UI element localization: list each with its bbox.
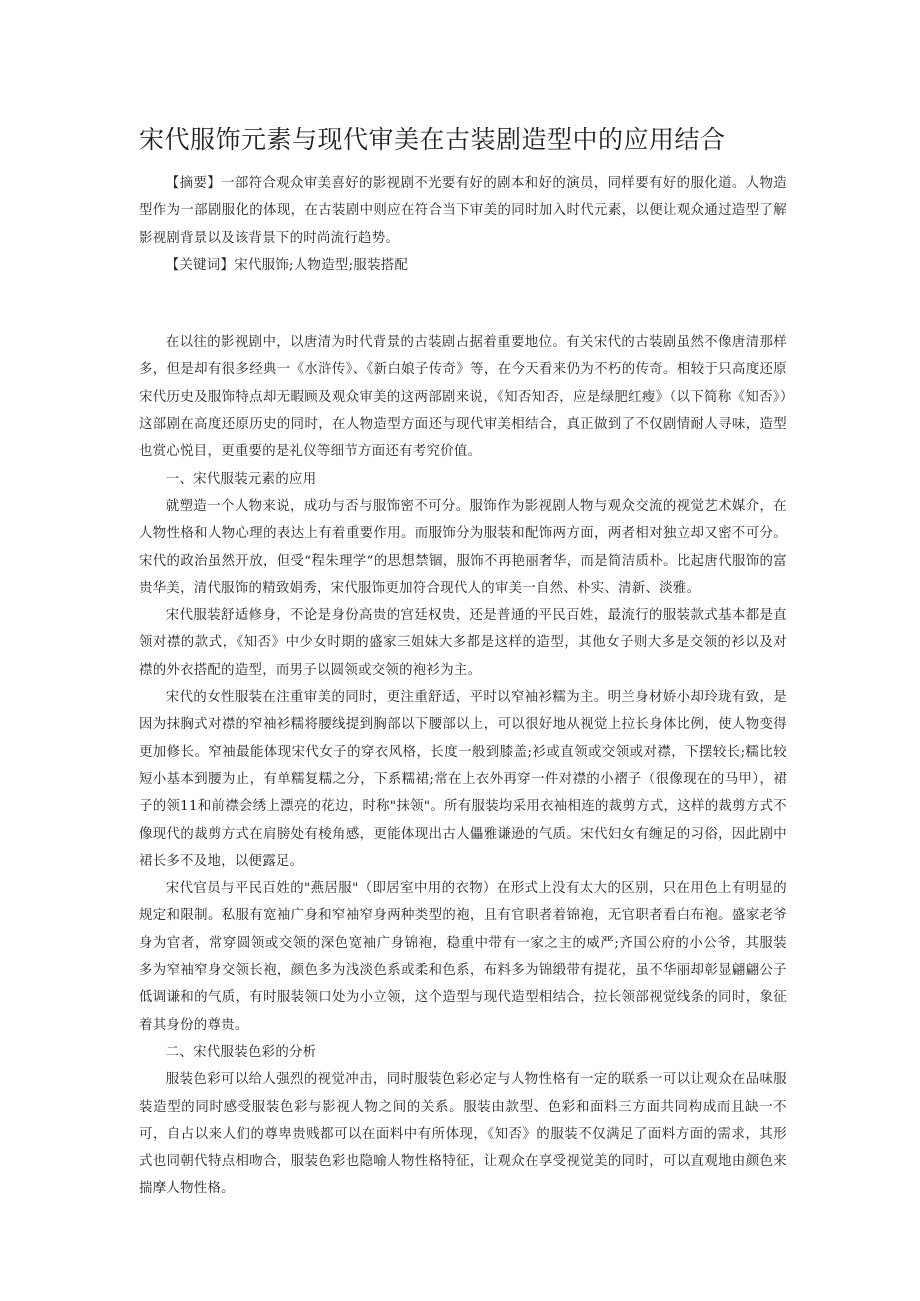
article-body [139, 170, 787, 1203]
spacer [139, 279, 787, 329]
page-title: 宋代服饰元素与现代审美在古装剧造型中的应用结合 [139, 125, 726, 154]
body-paragraph: 宋代官员与平民百姓的"燕居服"（即居室中用的衣物）在形式上没有太大的区别，只在用色上有明显的规定和限制。私服有宽袖广身和窄袖窄身两种类型的袍，且有官职者着锦袍，无官职者看白布袍。盛家老爷身为官者，常穿圆领或交领的深色宽袖广身锦袍，稳重中带有一家之主的威严;齐国公府的小公爷，其服装多为窄袖窄身交领长袍，颜色多为浅淡色系或柔和色系，布料多为锦缎带有提花，虽不华丽却彰显翩翩公子低调谦和的气质，有时服装领口处为小立领，这个造型与现代造型相结合，拉长领部视觉线条的同时，象征着其身份的尊贵。 [139, 881, 787, 1033]
keywords-paragraph: 【关键词】宋代服饰;人物造型;服装搭配 [165, 257, 409, 273]
section-heading: 一、宋代服装元素的应用 [165, 471, 317, 487]
body-paragraph: 宋代的女性服装在注重审美的同时，更注重舒适，平时以窄袖衫糯为主。明兰身材娇小却玲珑有致，是因为抹胸式对襟的窄袖衫糯将腰线提到胸部以下腰部以上，可以很好地从视觉上拉长身体比例，使人物变得更加修长。窄袖最能体现宋代女子的穿衣风格，长度一般到膝盖;衫或直领或交领或对襟，下摆较长;糯比较短小基本到腰为止，有单糯复糯之分，下系糯裙;常在上衣外再穿一件对襟的小褶子（很像现在的马甲），裙子的领11和前襟会绣上漂亮的花边，时称"抹领"。所有服装均采用衣袖相连的裁剪方式，这样的裁剪方式不像现代的裁剪方式在肩膀处有棱角感，更能体现出古人儡雅谦逊的气质。宋代妇女有缠足的习俗，因此剧中裙长多不及地，以便露足。 [139, 690, 787, 869]
intro-paragraph: 在以往的影视剧中，以唐清为时代背景的古装剧占据着重要地位。有关宋代的古装剧虽然不像唐清那样多，但是却有很多经典一《水浒传》、《新白娘子传奇》等，在今天看来仍为不朽的传奇。相较于只高度还原宋代历史及服饰特点却无暇顾及观众审美的这两部剧来说，《知否知否，应是绿肥红瘦》（以下简称《知否》）这部剧在高度还原历史的同时，在人物造型方面还与现代审美相结合，真正做到了不仅剧情耐人寻味，造型也赏心悦目，更重要的是礼仪等细节方面还有考究价值。 [139, 335, 787, 460]
abstract-paragraph: 【摘要】一部符合观众审美喜好的影视剧不光要有好的剧本和好的演员，同样要有好的服化道。人物造型作为一部剧服化的体现，在古装剧中则应在符合当下审美的同时加入时代元素，以便让观众通过造型了解影视剧背景以及该背景下的时尚流行趋势。 [139, 176, 787, 246]
body-paragraph: 宋代服装舒适修身，不论是身份高贵的宫廷权贵，还是普通的平民百姓，最流行的服装款式基本都是直领对襟的款式，《知否》中少女时期的盛家三姐妹大多都是这样的造型，其他女子则大多是交领的衫以及对襟的外衣搭配的造型，而男子以圆领或交领的袍衫为主。 [139, 608, 787, 678]
body-paragraph: 服装色彩可以给人强烈的视觉冲击，同时服装色彩必定与人物性格有一定的联系一可以让观众在品味服装造型的同时感受服装色彩与影视人物之间的关系。服装由款型、色彩和面料三方面共同构成而且缺一不可，自占以来人们的尊卑贵贱都可以在面料中有所体现，《知否》的服装不仅满足了面料方面的需求，其形式也同朝代特点相吻合，服装色彩也隐喻人物性格特征，让观众在享受视觉美的同时，可以直观地由颜色来揣摩人物性格。 [139, 1072, 787, 1197]
section-heading: 二、宋代服装色彩的分析 [165, 1044, 317, 1060]
body-paragraph: 就塑造一个人物来说，成功与否与服饰密不可分。服饰作为影视剧人物与观众交流的视觉艺术媒介，在人物性格和人物心理的表达上有着重要作用。而服饰分为服装和配饰两方面，两者相对独立却又密不可分。宋代的政治虽然开放，但受“程朱理学”的思想禁锢，服饰不再艳丽奢华，而是简洁质朴。比起唐代服饰的富贵华美，清代服饰的精致娟秀，宋代服饰更加符合现代人的审美一自然、朴实、清新、淡雅。 [139, 498, 787, 596]
